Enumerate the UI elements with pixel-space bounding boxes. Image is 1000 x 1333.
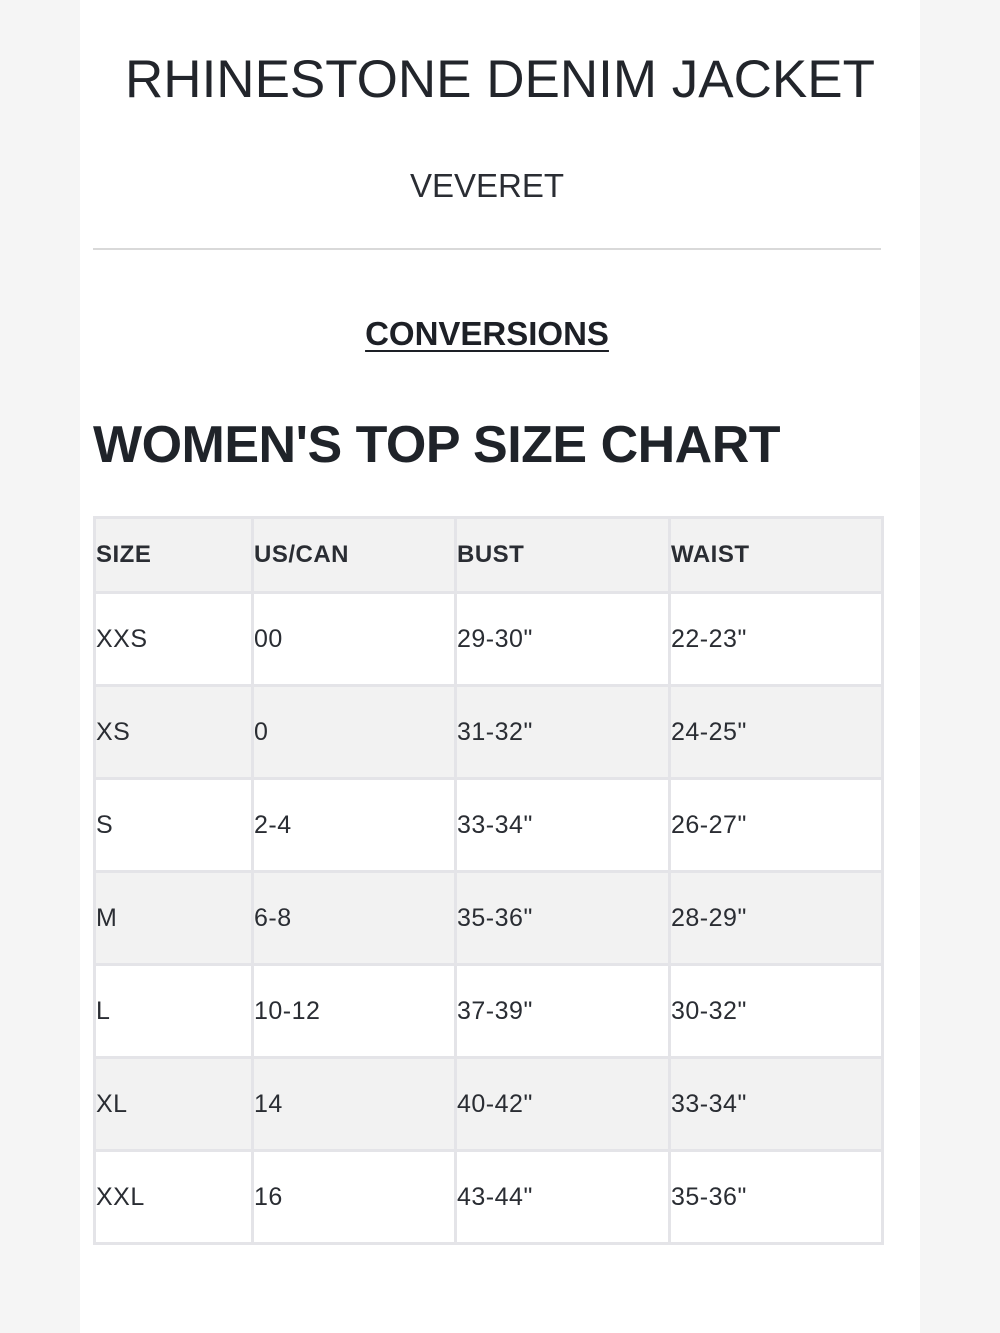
header-size: SIZE	[95, 518, 253, 593]
header-waist: WAIST	[670, 518, 883, 593]
divider	[93, 248, 881, 250]
cell-us-can: 2-4	[253, 779, 456, 872]
cell-bust: 31-32"	[456, 686, 670, 779]
table-header-row	[95, 518, 883, 593]
product-page	[80, 0, 920, 1333]
cell-size: XS	[95, 686, 253, 779]
table-row	[95, 1151, 883, 1244]
cell-bust: 33-34"	[456, 779, 670, 872]
cell-bust: 43-44"	[456, 1151, 670, 1244]
cell-us-can: 16	[253, 1151, 456, 1244]
cell-size: XL	[95, 1058, 253, 1151]
cell-size: L	[95, 965, 253, 1058]
cell-waist: 22-23"	[670, 593, 883, 686]
cell-waist: 24-25"	[670, 686, 883, 779]
cell-waist: 26-27"	[670, 779, 883, 872]
table-row	[95, 872, 883, 965]
product-title: RHINESTONE DENIM JACKET	[125, 50, 875, 109]
cell-bust: 40-42"	[456, 1058, 670, 1151]
header-us-can: US/CAN	[253, 518, 456, 593]
table-row	[95, 965, 883, 1058]
cell-us-can: 10-12	[253, 965, 456, 1058]
table-row	[95, 686, 883, 779]
cell-waist: 30-32"	[670, 965, 883, 1058]
cell-bust: 35-36"	[456, 872, 670, 965]
table-row	[95, 779, 883, 872]
table-row	[95, 593, 883, 686]
cell-size: M	[95, 872, 253, 965]
conversions-link[interactable]: CONVERSIONS	[365, 315, 609, 352]
brand-name[interactable]: VEVERET	[409, 167, 565, 204]
size-chart-table	[93, 516, 884, 1245]
cell-bust: 37-39"	[456, 965, 670, 1058]
cell-waist: 35-36"	[670, 1151, 883, 1244]
cell-us-can: 0	[253, 686, 456, 779]
cell-waist: 33-34"	[670, 1058, 883, 1151]
table-row	[95, 1058, 883, 1151]
cell-us-can: 00	[253, 593, 456, 686]
cell-us-can: 6-8	[253, 872, 456, 965]
cell-size: XXL	[95, 1151, 253, 1244]
cell-bust: 29-30"	[456, 593, 670, 686]
header-bust: BUST	[456, 518, 670, 593]
size-chart-title: WOMEN'S TOP SIZE CHART	[93, 416, 781, 474]
cell-us-can: 14	[253, 1058, 456, 1151]
cell-size: S	[95, 779, 253, 872]
cell-size: XXS	[95, 593, 253, 686]
cell-waist: 28-29"	[670, 872, 883, 965]
